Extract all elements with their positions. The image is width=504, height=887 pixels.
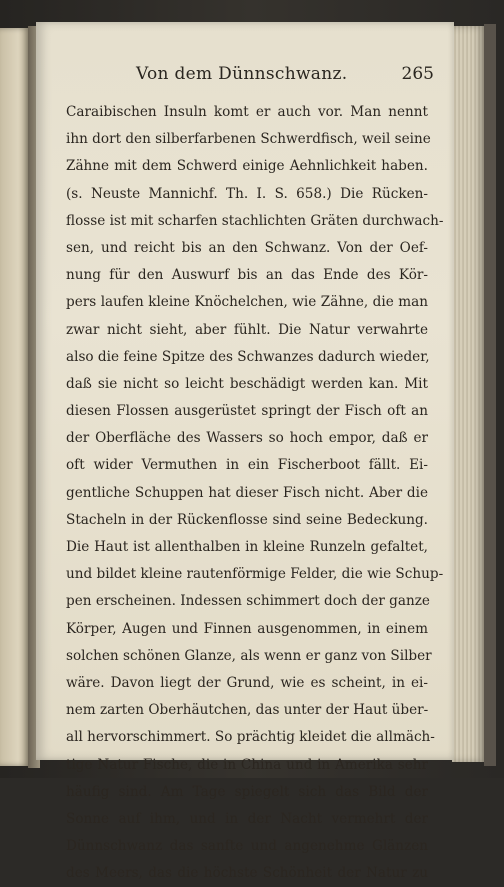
text-line: nem zarten Oberhäutchen, das unter der Haut über-	[66, 702, 429, 719]
text-line: häufig sind. Am Tage spiegelt sich das Bild der	[66, 783, 428, 800]
text-line: der Oberfläche des Wassers so hoch empor, daß er	[66, 430, 428, 447]
left-page-edge	[0, 28, 30, 766]
text-line: pers laufen kleine Knöchelchen, wie Zähne, die man	[66, 294, 428, 311]
text-line: sen, und reicht bis an den Schwanz. Von der Oef-	[66, 239, 428, 256]
text-line: Dünnschwanz das sanfte und angenehme Glänzen	[66, 838, 428, 855]
text-line: Sonne auf ihm, und in der Nacht vermehrt der	[66, 810, 428, 827]
text-line: gentliche Schuppen hat dieser Fisch nicht. Aber die	[66, 484, 428, 501]
page-number: 265	[401, 64, 434, 84]
text-line: daß sie nicht so leicht beschädigt werden kan. Mit	[66, 375, 428, 392]
page-stack-edges	[452, 26, 486, 762]
text-line: (s. Neuste Mannichf. Th. I. S. 658.) Die Rücken-	[66, 185, 428, 202]
text-line: Körper, Augen und Finnen ausgenommen, in einem	[66, 620, 428, 637]
text-line: zwar nicht sieht, aber fühlt. Die Natur verwahrte	[66, 321, 428, 338]
text-line: ihn dort den silberfarbenen Schwerdfisch, weil seine	[66, 131, 431, 148]
book-cover-edge	[484, 24, 496, 766]
text-line: tige Natur Fische, die in China und in Amerika sehr	[66, 756, 428, 773]
text-line: flosse ist mit scharfen stachlichten Gräten durchwach-	[66, 212, 444, 229]
running-title: Von dem Dünnschwanz.	[136, 64, 348, 84]
text-line: Stacheln in der Rückenflosse sind seine Bedeckung.	[66, 511, 428, 528]
text-line: Zähne mit dem Schwerd einige Aehnlichkeit haben.	[66, 158, 428, 175]
text-line: wäre. Davon liegt der Grund, wie es scheint, in ei-	[66, 674, 428, 691]
text-line: Caraibischen Insuln komt er auch vor. Man nennt	[66, 104, 428, 120]
text-line: diesen Flossen ausgerüstet springt der Fisch oft an	[66, 403, 428, 420]
text-line: solchen schönen Glanze, als wenn er ganz von Silber	[66, 647, 432, 664]
body-text	[66, 99, 444, 887]
book-page	[36, 22, 454, 882]
text-line: also die feine Spitze des Schwanzes dadurch wieder,	[66, 348, 430, 365]
text-line: und bildet kleine rautenförmige Felder, die wie Schup-	[66, 566, 444, 583]
text-line: oft wider Vermuthen in ein Fischerboot fällt. Ei-	[66, 457, 428, 474]
text-line: all hervorschimmert. So prächtig kleidet die allmäch-	[66, 729, 435, 746]
text-line: nung für den Auswurf bis an das Ende des Kör-	[66, 267, 428, 284]
text-line: pen erscheinen. Indessen schimmert doch der ganze	[66, 593, 430, 610]
text-line: Die Haut ist allenthalben in kleine Runzeln gefaltet,	[66, 539, 428, 555]
text-line: des Meers, das die höchste Schönheit der Natur zu	[66, 865, 428, 882]
